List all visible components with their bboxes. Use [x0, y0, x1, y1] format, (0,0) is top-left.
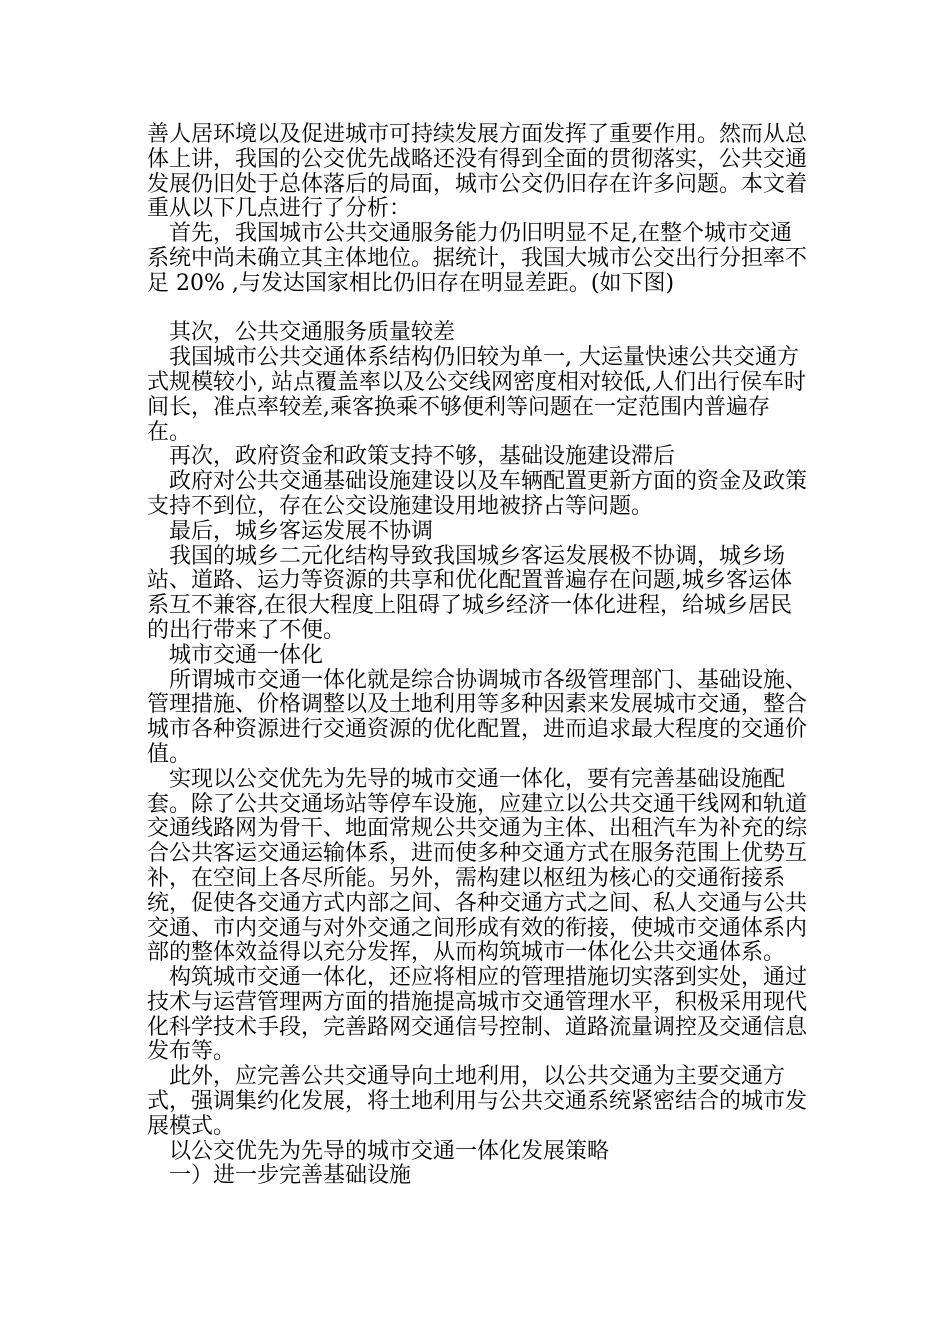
heading-fourth-point: 最后，城乡客运发展不协调: [169, 518, 434, 544]
document-body: [147, 123, 807, 1189]
paragraph-second-point: 我国城市公共交通体系结构仍旧较为单一, 大运量快速公共交通方式规模较小, 站点覆盖率以及公交线网密度相对较低,人们出行侯车时间长，准点率较差,乘客换乘不够便利等问题在一定范围内普遍存在。: [147, 345, 806, 445]
paragraph-intro-continuation: 善人居环境以及促进城市可持续发展方面发挥了重要作用。然而从总体上讲，我国的公交优先战略还没有得到全面的贯彻落实，公共交通发展仍旧处于总体落后的局面，城市公交仍旧存在许多问题。本文着重从以下几点进行了分析：: [147, 122, 808, 222]
paragraph-integration-land-use: 此外，应完善公共交通导向土地利用，以公共交通为主要交通方式，强调集约化发展，将土地利用与公共交通系统紧密结合的城市发展模式。: [147, 1064, 808, 1139]
paragraph-fourth-point: 我国的城乡二元化结构导致我国城乡客运发展极不协调，城乡场站、道路、运力等资源的共享和优化配置普遍存在问题,城乡客运体系互不兼容,在很大程度上阻碍了城乡经济一体化进程，给城乡居民的出行带来了不便。: [147, 543, 792, 643]
heading-integration: 城市交通一体化: [169, 642, 324, 668]
paragraph-first-point: 首先，我国城市公共交通服务能力仍旧明显不足,在整个城市交通系统中尚未确立其主体地位。据统计，我国大城市公交出行分担率不足 20% ,与发达国家相比仍旧存在明显差距。(如下图): [147, 221, 808, 296]
heading-third-point: 再次，政府资金和政策支持不够，基础设施建设滞后: [169, 444, 676, 470]
paragraph-integration-infrastructure: 实现以公交优先为先导的城市交通一体化，要有完善基础设施配套。除了公共交通场站等停车设施，应建立以公共交通干线网和轨道交通线路网为骨干、地面常规公共交通为主体、出租汽车为补充的综合公共客运交通运输体系，进而使多种交通方式在服务范围上优势互补，在空间上各尽所能。另外，需构建以枢纽为核心的交通衔接系统，促使各交通方式内部之间、各种交通方式之间、私人交通与公共交通、市内交通与对外交通之间形成有效的衔接，使城市交通体系内部的整体效益得以充分发挥，从而构筑城市一体化公共交通体系。: [147, 766, 808, 966]
heading-second-point: 其次，公共交通服务质量较差: [169, 320, 456, 346]
heading-strategy-item-1: 一）进一步完善基础设施: [169, 1163, 412, 1189]
figure-placeholder-gap: [147, 297, 807, 322]
paragraph-integration-definition: 所谓城市交通一体化就是综合协调城市各级管理部门、基础设施、管理措施、价格调整以及土地利用等多种因素来发展城市交通，整合城市各种资源进行交通资源的优化配置，进而追求最大程度的交通价值。: [147, 667, 808, 767]
paragraph-integration-management: 构筑城市交通一体化，还应将相应的管理措施切实落到实处，通过技术与运营管理两方面的措施提高城市交通管理水平，积极采用现代化科学技术手段，完善路网交通信号控制、道路流量调控及交通信息发布等。: [147, 965, 808, 1065]
heading-strategy: 以公交优先为先导的城市交通一体化发展策略: [169, 1138, 610, 1164]
paragraph-third-point: 政府对公共交通基础设施建设以及车辆配置更新方面的资金及政策支持不到位，存在公交设施建设用地被挤占等问题。: [147, 469, 808, 519]
